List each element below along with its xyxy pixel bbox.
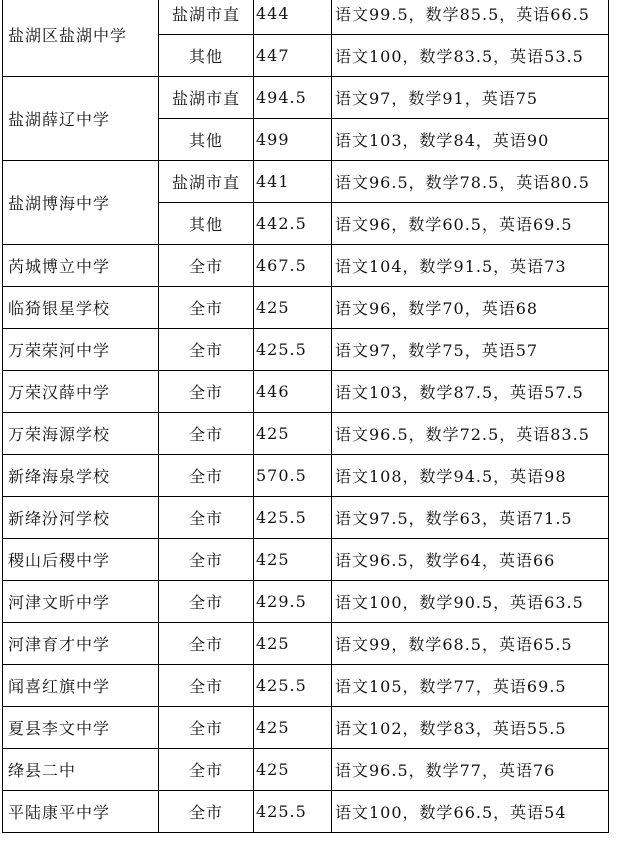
table-row (3, 623, 609, 665)
school-name-cell: 闻喜红旗中学 (3, 665, 159, 707)
total-score-cell: 425 (254, 707, 332, 749)
scope-cell: 全市 (159, 791, 254, 833)
school-name-cell: 万荣汉薛中学 (3, 371, 159, 413)
subject-scores-cell: 语文100，数学90.5，英语63.5 (332, 581, 609, 623)
scope-cell: 全市 (159, 581, 254, 623)
subject-scores-cell: 语文99.5，数学85.5，英语66.5 (332, 0, 609, 35)
school-name-cell: 绛县二中 (3, 749, 159, 791)
scope-cell: 全市 (159, 749, 254, 791)
scope-cell: 全市 (159, 665, 254, 707)
school-name-cell: 夏县李文中学 (3, 707, 159, 749)
scope-cell: 其他 (159, 35, 254, 77)
scope-cell: 全市 (159, 371, 254, 413)
total-score-cell: 429.5 (254, 581, 332, 623)
subject-scores-cell: 语文100，数学66.5，英语54 (332, 791, 609, 833)
table-row (3, 581, 609, 623)
subject-scores-cell: 语文102，数学83，英语55.5 (332, 707, 609, 749)
subject-scores-cell: 语文97，数学75，英语57 (332, 329, 609, 371)
table-row (3, 791, 609, 833)
table-row (3, 455, 609, 497)
school-name-cell: 万荣荣河中学 (3, 329, 159, 371)
subject-scores-cell: 语文97，数学91，英语75 (332, 77, 609, 119)
total-score-cell: 425 (254, 749, 332, 791)
table-row (3, 707, 609, 749)
total-score-cell: 425 (254, 413, 332, 455)
table-row (3, 749, 609, 791)
table-row (3, 329, 609, 371)
total-score-cell: 425.5 (254, 665, 332, 707)
school-name-cell: 新绛海泉学校 (3, 455, 159, 497)
subject-scores-cell: 语文96.5，数学64，英语66 (332, 539, 609, 581)
school-name-cell: 万荣海源学校 (3, 413, 159, 455)
scope-cell: 全市 (159, 623, 254, 665)
total-score-cell: 570.5 (254, 455, 332, 497)
scope-cell: 全市 (159, 455, 254, 497)
school-name-cell: 临猗银星学校 (3, 287, 159, 329)
table-row (3, 0, 609, 35)
table-row (3, 371, 609, 413)
school-name-cell: 河津育才中学 (3, 623, 159, 665)
total-score-cell: 446 (254, 371, 332, 413)
subject-scores-cell: 语文96，数学70，英语68 (332, 287, 609, 329)
total-score-cell: 442.5 (254, 203, 332, 245)
scope-cell: 全市 (159, 287, 254, 329)
table-row (3, 497, 609, 539)
table-body (3, 0, 609, 833)
scope-cell: 盐湖市直 (159, 77, 254, 119)
table-row (3, 539, 609, 581)
subject-scores-cell: 语文96.5，数学78.5，英语80.5 (332, 161, 609, 203)
subject-scores-cell: 语文100，数学83.5，英语53.5 (332, 35, 609, 77)
scope-cell: 其他 (159, 119, 254, 161)
school-name-cell: 盐湖区盐湖中学 (3, 0, 159, 77)
subject-scores-cell: 语文96，数学60.5，英语69.5 (332, 203, 609, 245)
scope-cell: 全市 (159, 413, 254, 455)
school-name-cell: 稷山后稷中学 (3, 539, 159, 581)
total-score-cell: 447 (254, 35, 332, 77)
school-name-cell: 盐湖薛辽中学 (3, 77, 159, 161)
scope-cell: 全市 (159, 707, 254, 749)
scope-cell: 全市 (159, 245, 254, 287)
school-name-cell: 芮城博立中学 (3, 245, 159, 287)
total-score-cell: 425 (254, 539, 332, 581)
subject-scores-cell: 语文108，数学94.5，英语98 (332, 455, 609, 497)
total-score-cell: 467.5 (254, 245, 332, 287)
scope-cell: 全市 (159, 539, 254, 581)
table-row (3, 245, 609, 287)
subject-scores-cell: 语文105，数学77，英语69.5 (332, 665, 609, 707)
table-row (3, 287, 609, 329)
subject-scores-cell: 语文96.5，数学72.5，英语83.5 (332, 413, 609, 455)
scope-cell: 其他 (159, 203, 254, 245)
admission-score-table (2, 0, 609, 833)
total-score-cell: 444 (254, 0, 332, 35)
scope-cell: 全市 (159, 329, 254, 371)
scope-cell: 全市 (159, 497, 254, 539)
total-score-cell: 425 (254, 287, 332, 329)
school-name-cell: 盐湖博海中学 (3, 161, 159, 245)
total-score-cell: 499 (254, 119, 332, 161)
table-row (3, 665, 609, 707)
subject-scores-cell: 语文97.5，数学63，英语71.5 (332, 497, 609, 539)
school-name-cell: 平陆康平中学 (3, 791, 159, 833)
total-score-cell: 425 (254, 623, 332, 665)
scope-cell: 盐湖市直 (159, 161, 254, 203)
subject-scores-cell: 语文96.5，数学77，英语76 (332, 749, 609, 791)
school-name-cell: 河津文昕中学 (3, 581, 159, 623)
total-score-cell: 425.5 (254, 329, 332, 371)
total-score-cell: 425.5 (254, 497, 332, 539)
total-score-cell: 425.5 (254, 791, 332, 833)
subject-scores-cell: 语文103，数学84，英语90 (332, 119, 609, 161)
subject-scores-cell: 语文99，数学68.5，英语65.5 (332, 623, 609, 665)
table-row (3, 413, 609, 455)
table-row (3, 161, 609, 203)
school-name-cell: 新绛汾河学校 (3, 497, 159, 539)
scope-cell: 盐湖市直 (159, 0, 254, 35)
total-score-cell: 494.5 (254, 77, 332, 119)
subject-scores-cell: 语文103，数学87.5，英语57.5 (332, 371, 609, 413)
subject-scores-cell: 语文104，数学91.5，英语73 (332, 245, 609, 287)
total-score-cell: 441 (254, 161, 332, 203)
table-row (3, 77, 609, 119)
